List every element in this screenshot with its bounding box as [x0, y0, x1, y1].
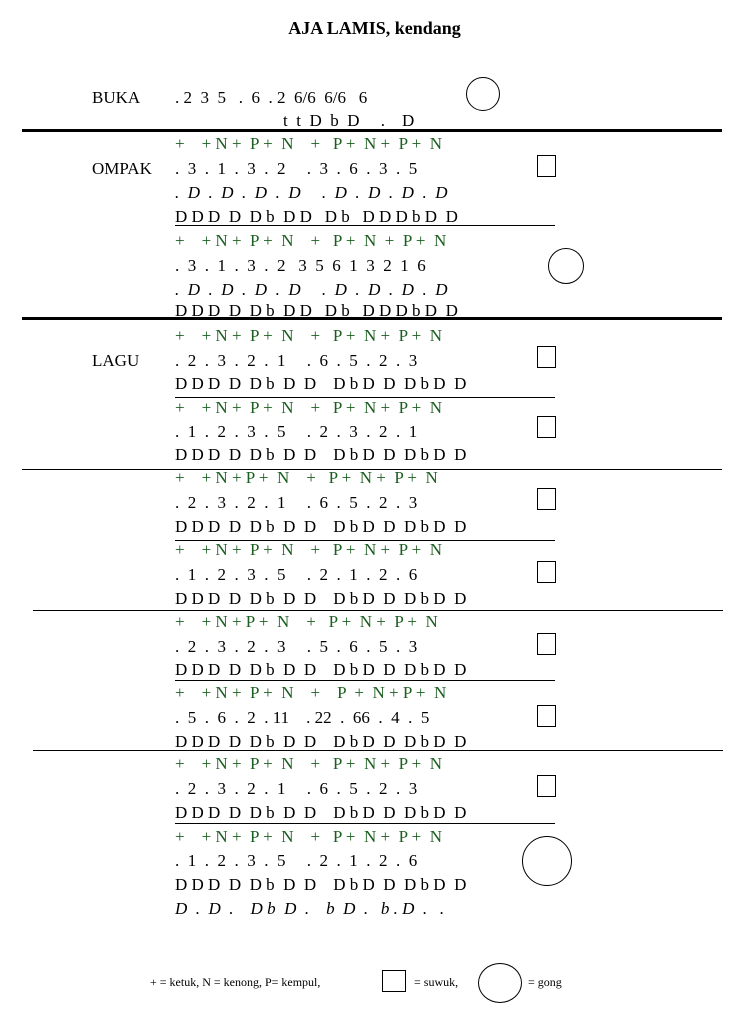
notation-row: D D D D D b D D D b D D D b D D [175, 875, 467, 894]
notation-row: D D D D D b D D D b D D D b D D [175, 207, 458, 226]
notation-row: . 1 . 2 . 3 . 5 . 2 . 3 . 2 . 1 [175, 422, 418, 441]
page-title: AJA LAMIS, kendang [288, 18, 461, 38]
underline [175, 823, 555, 824]
legend-suwuk-box [382, 970, 406, 992]
buka-notes-row: . 2 3 5 . 6 . 2 6/6 6/6 6 [175, 88, 368, 107]
legend-gong-circle [478, 963, 522, 1003]
notation-row: D D D D D b D D D b D D D b D D [175, 803, 467, 822]
notation-row: . 3 . 1 . 3 . 2 3 5 6 1 3 2 1 6 [175, 256, 426, 275]
notation-row: . D . D . D . D . D . D . D . D [175, 183, 448, 202]
notation-row: . 2 . 3 . 2 . 3 . 5 . 6 . 5 . 3 [175, 637, 418, 656]
notation-row: + + N + P + N + P + N + P + N [175, 754, 443, 773]
notation-row: + + N + P + N + P + N + P + N [175, 468, 438, 487]
notation-row: D D D D D b D D D b D D D b D D [175, 589, 467, 608]
notation-row: + + N + P + N + P + N + P + N [175, 827, 443, 846]
notation-row: . D . D . D . D . D . D . D . D [175, 280, 448, 299]
section-divider [22, 317, 722, 320]
underline [175, 680, 555, 681]
legend [150, 963, 600, 1003]
notation-row: D D D D D b D D D b D D D b D D [175, 660, 467, 679]
legend-suwuk-text: = suwuk, [414, 975, 459, 989]
legend-marks-text: + = ketuk, N = kenong, P= kempul, [150, 975, 321, 989]
notation-row: . 3 . 1 . 3 . 2 . 3 . 6 . 3 . 5 [175, 159, 418, 178]
notation-row: . 2 . 3 . 2 . 1 . 6 . 5 . 2 . 3 [175, 351, 418, 370]
suwuk-box [537, 346, 556, 368]
notation-row: + + N + P + N + P + N + P + N [175, 231, 447, 250]
notation-row: + + N + P + N + P + N + P + N [175, 683, 447, 702]
notation-row: . 2 . 3 . 2 . 1 . 6 . 5 . 2 . 3 [175, 493, 418, 512]
suwuk-box [537, 488, 556, 510]
section-divider [22, 129, 722, 132]
notation-row: + + N + P + N + P + N + P + N [175, 326, 443, 345]
suwuk-box [537, 155, 556, 177]
notation-row: + + N + P + N + P + N + P + N [175, 540, 443, 559]
notation-row: D D D D D b D D D b D D D b D D [175, 517, 467, 536]
section-label-buka: BUKA [92, 88, 141, 107]
section-label-lagu: LAGU [92, 351, 140, 370]
suwuk-box [537, 633, 556, 655]
gong-circle [522, 836, 572, 886]
notation-row: + + N + P + N + P + N + P + N [175, 134, 443, 153]
notation-row: D D D D D b D D D b D D D b D D [175, 732, 467, 751]
notation-row: D D D D D b D D D b D D D b D D [175, 445, 467, 464]
section-divider [33, 750, 723, 751]
notation-row: + + N + P + N + P + N + P + N [175, 612, 438, 631]
notation-row: D D D D D b D D D b D D D b D D [175, 301, 458, 320]
buka-kendang-row: t t D b D . D [283, 111, 415, 130]
notation-row: D D D D D b D D D b D D D b D D [175, 374, 467, 393]
notation-row: . 1 . 2 . 3 . 5 . 2 . 1 . 2 . 6 [175, 851, 418, 870]
gong-circle [548, 248, 584, 284]
suwuk-box [537, 416, 556, 438]
notation-row: . 5 . 6 . 2 . 11 . 22 . 66 . 4 . 5 [175, 708, 430, 727]
suwuk-box [537, 775, 556, 797]
legend-gong-text: = gong [528, 975, 562, 989]
notation-row: + + N + P + N + P + N + P + N [175, 398, 443, 417]
section-divider [33, 610, 723, 611]
notation-row: D . D . D b D . b D . b . D . . [175, 899, 445, 918]
section-label-ompak: OMPAK [92, 159, 152, 178]
gong-circle [466, 77, 500, 111]
notation-row: . 1 . 2 . 3 . 5 . 2 . 1 . 2 . 6 [175, 565, 418, 584]
suwuk-box [537, 561, 556, 583]
suwuk-box [537, 705, 556, 727]
notation-row: . 2 . 3 . 2 . 1 . 6 . 5 . 2 . 3 [175, 779, 418, 798]
underline [175, 225, 555, 226]
